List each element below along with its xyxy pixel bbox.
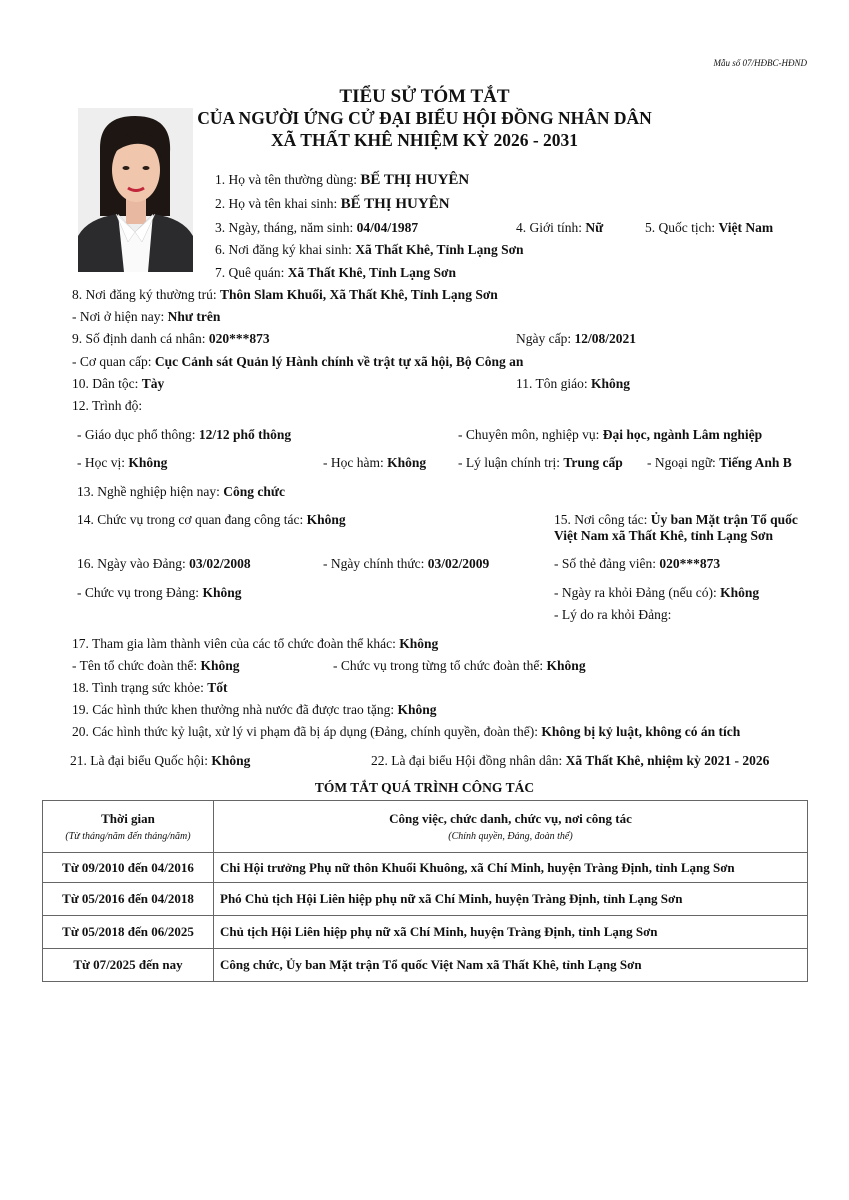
field-organization-name: - Tên tổ chức đoàn thể: Không <box>72 658 240 673</box>
field-permanent-residence: 8. Nơi đăng ký thường trú: Thôn Slam Khuổi, Xã Thất Khê, Tỉnh Lạng Sơn <box>72 287 498 302</box>
field-birth-date: 3. Ngày, tháng, năm sinh: 04/04/1987 <box>215 220 419 235</box>
field-specialization: - Chuyên môn, nghiệp vụ: Đại học, ngành Lâm nghiệp <box>458 427 763 442</box>
field-foreign-language: - Ngoại ngữ: Tiếng Anh B <box>647 455 792 470</box>
field-party-position: - Chức vụ trong Đảng: Không <box>77 585 242 600</box>
field-birth-registration: 6. Nơi đăng ký khai sinh: Xã Thất Khê, Tỉnh Lạng Sơn <box>215 242 524 257</box>
field-party-card: - Số thẻ đảng viên: 020***873 <box>554 556 721 571</box>
row-job: Công chức, Ủy ban Mặt trận Tổ quốc Việt Nam xã Thất Khê, tỉnh Lạng Sơn <box>214 949 808 982</box>
field-position: 14. Chức vụ trong cơ quan đang công tác: Không <box>77 512 346 527</box>
document-subtitle-term: XÃ THẤT KHÊ NHIỆM KỲ 2026 - 2031 <box>270 130 579 150</box>
field-national-assembly: 21. Là đại biểu Quốc hội: Không <box>70 753 251 768</box>
field-general-education: - Giáo dục phổ thông: 12/12 phổ thông <box>77 427 292 442</box>
field-issue-date: Ngày cấp: 12/08/2021 <box>516 331 636 346</box>
field-personal-id: 9. Số định danh cá nhân: 020***873 <box>72 331 270 346</box>
field-organization-position: - Chức vụ trong từng tổ chức đoàn thể: Không <box>333 658 586 673</box>
field-party-join-date: 16. Ngày vào Đảng: 03/02/2008 <box>77 556 251 571</box>
field-ethnicity: 10. Dân tộc: Tày <box>72 376 165 391</box>
row-job: Chủ tịch Hội Liên hiệp phụ nữ xã Chí Minh, huyện Tràng Định, tỉnh Lạng Sơn <box>214 916 808 949</box>
document-subtitle: CỦA NGƯỜI ỨNG CỬ ĐẠI BIỂU HỘI ĐỒNG NHÂN DÂN <box>197 108 652 128</box>
work-history-table <box>42 800 808 982</box>
table-row <box>43 916 808 949</box>
field-gender: 4. Giới tính: Nữ <box>516 220 604 235</box>
field-current-residence: - Nơi ở hiện nay: Như trên <box>72 309 221 324</box>
table-row <box>43 949 808 982</box>
field-workplace-line2: Việt Nam xã Thất Khê, tỉnh Lạng Sơn <box>554 528 774 543</box>
field-discipline: 20. Các hình thức kỷ luật, xử lý vi phạm đã bị áp dụng (Đảng, chính quyền, đoàn thể): Không bị kỷ luật, không có án tích <box>72 724 741 739</box>
row-period: Từ 05/2018 đến 06/2025 <box>43 916 214 949</box>
field-health: 18. Tình trạng sức khỏe: Tốt <box>72 680 228 695</box>
table-row <box>43 853 808 883</box>
field-birth-name: 2. Họ và tên khai sinh: BẾ THỊ HUYÊN <box>215 196 450 212</box>
work-history-title: TÓM TẮT QUÁ TRÌNH CÔNG TÁC <box>314 780 535 795</box>
field-issuing-agency: - Cơ quan cấp: Cục Cảnh sát Quản lý Hành chính về trật tự xã hội, Bộ Công an <box>72 354 524 369</box>
portrait-photo <box>78 108 193 272</box>
row-period: Từ 05/2016 đến 04/2018 <box>43 883 214 916</box>
field-qualifications: 12. Trình độ: <box>72 398 143 413</box>
field-political-theory: - Lý luận chính trị: Trung cấp <box>458 455 623 470</box>
field-other-organizations: 17. Tham gia làm thành viên của các tổ chức đoàn thể khác: Không <box>72 636 439 651</box>
field-party-official-date: - Ngày chính thức: 03/02/2009 <box>323 556 490 571</box>
table-header-row <box>43 801 808 853</box>
column-header-job: Công việc, chức danh, chức vụ, nơi công tác (Chính quyền, Đảng, đoàn thể) <box>214 801 808 853</box>
field-nationality: 5. Quốc tịch: Việt Nam <box>645 220 774 235</box>
field-religion: 11. Tôn giáo: Không <box>516 376 631 391</box>
field-academic-degree: - Học vị: Không <box>77 455 168 470</box>
field-peoples-council: 22. Là đại biểu Hội đồng nhân dân: Xã Thất Khê, nhiệm kỳ 2021 - 2026 <box>371 753 770 768</box>
row-period: Từ 07/2025 đến nay <box>43 949 214 982</box>
form-number: Mẫu số 07/HĐBC-HĐND <box>713 58 807 68</box>
row-job: Phó Chủ tịch Hội Liên hiệp phụ nữ xã Chí Minh, huyện Tràng Định, tỉnh Lạng Sơn <box>214 883 808 916</box>
field-occupation: 13. Nghề nghiệp hiện nay: Công chức <box>77 484 285 499</box>
document-title: TIỂU SỬ TÓM TẮT <box>339 86 510 107</box>
field-common-name: 1. Họ và tên thường dùng: BẾ THỊ HUYÊN <box>215 172 470 188</box>
field-party-leave-reason: - Lý do ra khỏi Đảng: <box>554 607 672 622</box>
row-job: Chi Hội trưởng Phụ nữ thôn Khuổi Khuông, xã Chí Minh, huyện Tràng Định, tỉnh Lạng Sơn <box>214 853 808 883</box>
field-awards: 19. Các hình thức khen thưởng nhà nước đã được trao tặng: Không <box>72 702 437 717</box>
field-workplace: 15. Nơi công tác: Ủy ban Mặt trận Tổ quốc <box>554 512 798 527</box>
field-party-leave-date: - Ngày ra khỏi Đảng (nếu có): Không <box>554 585 760 600</box>
field-hometown: 7. Quê quán: Xã Thất Khê, Tỉnh Lạng Sơn <box>215 265 457 280</box>
table-row <box>43 883 808 916</box>
row-period: Từ 09/2010 đến 04/2016 <box>43 853 214 883</box>
field-academic-rank: - Học hàm: Không <box>323 455 427 470</box>
column-header-period: Thời gian (Từ tháng/năm đến tháng/năm) <box>43 801 214 853</box>
